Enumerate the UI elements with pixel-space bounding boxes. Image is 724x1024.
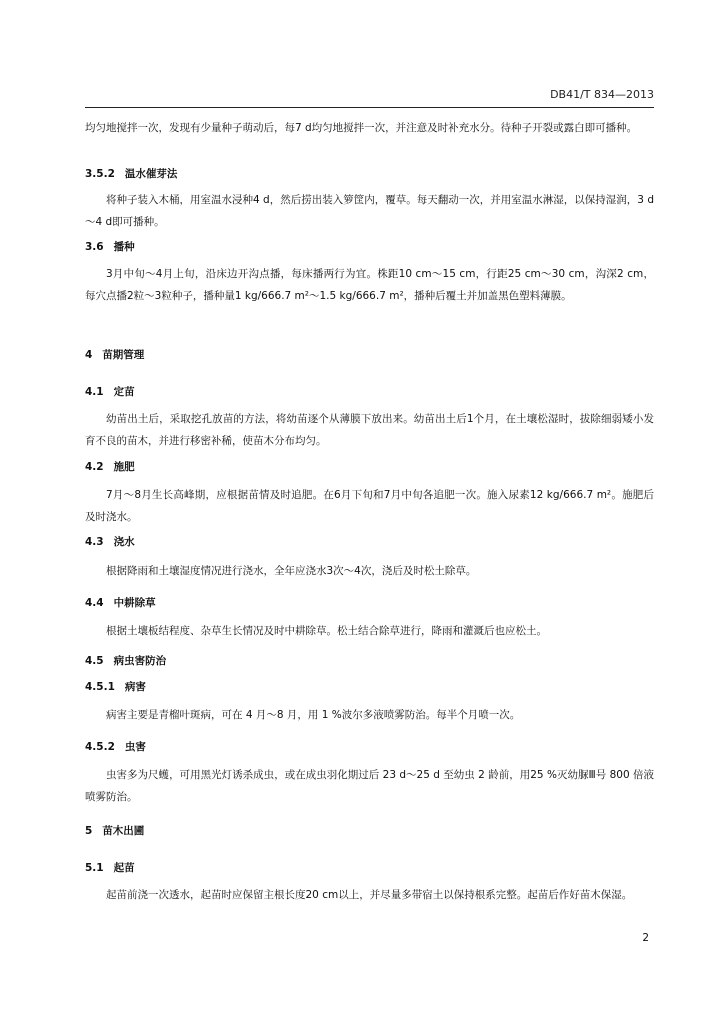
standard-code: DB41/T 834—2013 bbox=[550, 88, 654, 101]
heading-4-2 bbox=[85, 458, 135, 476]
heading-number: 5.1 bbox=[85, 862, 104, 874]
heading-number: 4.5.2 bbox=[85, 741, 115, 753]
heading-title: 施肥 bbox=[113, 461, 135, 473]
heading-title: 苗期管理 bbox=[102, 349, 145, 361]
continued-paragraph: 均匀地搅拌一次，发现有少量种子萌动后，每7 d均匀地搅拌一次，并注意及时补充水分。待种子开裂或露白即可播种。 bbox=[85, 122, 638, 134]
heading-title: 起苗 bbox=[113, 862, 135, 874]
header-rule bbox=[85, 107, 654, 108]
heading-4-1 bbox=[85, 383, 135, 401]
heading-number: 3.5.2 bbox=[85, 168, 115, 180]
heading-3-6 bbox=[85, 238, 135, 256]
heading-number: 5 bbox=[85, 825, 93, 837]
heading-4-5 bbox=[85, 652, 166, 670]
paragraph-4-2: 7月～8月生长高峰期，应根据苗情及时追肥。在6月下旬和7月中旬各追肥一次。施入尿素12 kg/666.7 m²。施肥后及时浇水。 bbox=[85, 489, 654, 523]
paragraph-5-1: 起苗前浇一次透水，起苗时应保留主根长度20 cm以上，并尽量多带宿土以保持根系完整。起苗后作好苗木保湿。 bbox=[106, 889, 633, 901]
heading-number: 4.1 bbox=[85, 386, 104, 398]
heading-4 bbox=[85, 346, 144, 364]
paragraph-4-1: 幼苗出土后，采取挖孔放苗的方法，将幼苗逐个从薄膜下放出来。幼苗出土后1个月，在土壤松湿时，拔除细弱矮小发育不良的苗木，并进行移密补稀，使苗木分布均匀。 bbox=[85, 413, 654, 447]
heading-4-5-2 bbox=[85, 738, 146, 756]
heading-5 bbox=[85, 822, 144, 840]
paragraph-4-4: 根据土壤板结程度、杂草生长情况及时中耕除草。松土结合除草进行，降雨和灌溉后也应松土。 bbox=[106, 625, 547, 637]
heading-4-5-1 bbox=[85, 678, 146, 696]
heading-title: 苗木出圃 bbox=[102, 825, 145, 837]
heading-number: 4.2 bbox=[85, 461, 104, 473]
heading-number: 4.4 bbox=[85, 597, 104, 609]
heading-title: 病害 bbox=[124, 681, 146, 693]
heading-3-5-2 bbox=[85, 165, 177, 183]
heading-4-4 bbox=[85, 594, 156, 612]
paragraph-4-5-1: 病害主要是青榴叶斑病，可在 4 月～8 月，用 1 %波尔多液喷雾防治。每半个月喷一次。 bbox=[106, 709, 521, 721]
heading-4-3 bbox=[85, 533, 135, 551]
paragraph-4-5-2: 虫害多为尺蠖，可用黑光灯诱杀成虫，或在成虫羽化期过后 23 d～25 d 至幼虫 2 龄前，用25 %灭幼脲Ⅲ号 800 倍液喷雾防治。 bbox=[85, 769, 654, 803]
heading-5-1 bbox=[85, 859, 135, 877]
heading-title: 播种 bbox=[113, 241, 135, 253]
heading-number: 4 bbox=[85, 349, 93, 361]
page-number: 2 bbox=[642, 932, 649, 944]
heading-title: 中耕除草 bbox=[113, 597, 156, 609]
heading-number: 4.3 bbox=[85, 536, 104, 548]
heading-title: 虫害 bbox=[124, 741, 146, 753]
heading-title: 定苗 bbox=[113, 386, 135, 398]
heading-number: 3.6 bbox=[85, 241, 104, 253]
paragraph-3-5-2: 将种子装入木桶，用室温水浸种4 d，然后捞出装入箩筐内，覆草。每天翻动一次，并用室温水淋湿，以保持湿润，3 d～4 d即可播种。 bbox=[85, 194, 654, 228]
paragraph-4-3: 根据降雨和土壤湿度情况进行浇水，全年应浇水3次～4次，浇后及时松土除草。 bbox=[106, 565, 477, 577]
heading-title: 温水催芽法 bbox=[124, 168, 178, 180]
heading-number: 4.5.1 bbox=[85, 681, 115, 693]
paragraph-3-6: 3月中旬～4月上旬，沿床边开沟点播，每床播两行为宜。株距10 cm～15 cm，行距25 cm～30 cm，沟深2 cm，每穴点播2粒～3粒种子，播种量1 kg/666.7 m²～1.5 kg/666.7 m²，播种后覆土并加盖黑色塑料薄膜。 bbox=[85, 268, 654, 302]
heading-title: 病虫害防治 bbox=[113, 655, 167, 667]
heading-number: 4.5 bbox=[85, 655, 104, 667]
heading-title: 浇水 bbox=[113, 536, 135, 548]
